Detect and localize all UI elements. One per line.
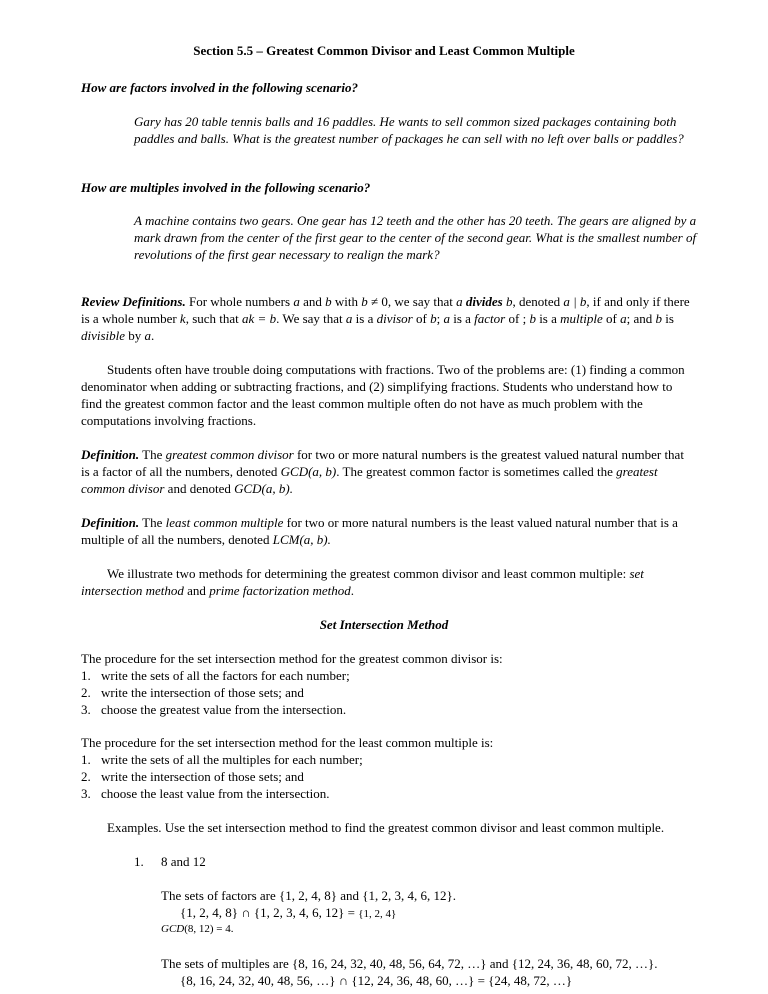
ex1-gcd-result xyxy=(161,921,234,938)
intersection-result: {1, 2, 4} xyxy=(358,908,397,920)
step-text: write the intersection of those sets; and xyxy=(101,685,304,700)
review-definitions xyxy=(81,293,693,344)
gcd-definition xyxy=(81,446,693,497)
review-text: , such that xyxy=(185,311,243,326)
step-text: choose the greatest value from the intersection. xyxy=(101,702,347,717)
review-var: k xyxy=(179,311,186,326)
gcd-def-label: Definition. xyxy=(81,447,140,462)
review-text: , if and only if there is a whole number xyxy=(81,294,690,326)
set-intersection-heading: Set Intersection Method xyxy=(319,617,449,632)
review-text: is a xyxy=(352,311,377,326)
divisor-term: divisor xyxy=(376,311,413,326)
multiple-term: multiple xyxy=(560,311,603,326)
gcd-def-text: for two or more natural numbers is the greatest valued natural number that is a factor of all the numbers, denoted xyxy=(81,447,684,479)
gcd-notation-alt: GCD(a, b). xyxy=(234,481,293,496)
multiples-question-heading: How are multiples involved in the following scenario? xyxy=(81,180,371,195)
multiples-scenario: A machine contains two gears. One gear has 12 teeth and the other has 20 teeth. The gears are aligned by a mark drawn from the center of the first gear to the center of the second gear. What is the smallest number of revolutions of the first gear necessary to realign the mark? xyxy=(134,213,697,262)
factor-term: factor xyxy=(474,311,506,326)
review-var: b xyxy=(655,311,662,326)
lcm-term: least common multiple xyxy=(165,515,284,530)
lcm-def-label: Definition. xyxy=(81,515,140,530)
gcd-def-text: . The greatest common factor is sometimes called the xyxy=(336,464,617,479)
factors-question-heading: How are factors involved in the following scenario? xyxy=(81,80,358,95)
example-1-label: 8 and 12 xyxy=(161,854,206,869)
students-paragraph: Students often have trouble doing computations with fractions. Two of the problems are: (1) finding a common denominator when adding or subtracting fractions, and (2) simplifying fractions. Students who understand how to find the greatest common factor and the least common multiple often do not have as much problem with the computations involving fractions. xyxy=(81,362,685,428)
gcd-term: greatest common divisor xyxy=(165,447,294,462)
step-text: choose the least value from the intersection. xyxy=(101,786,330,801)
review-text: of xyxy=(602,311,621,326)
review-text: is a xyxy=(535,311,561,326)
lcm-notation: LCM(a, b). xyxy=(272,532,331,547)
list-item: 2. write the intersection of those sets; and xyxy=(81,685,304,700)
methods-paragraph xyxy=(81,565,693,599)
gcd-procedure-intro: The procedure for the set intersection method for the greatest common divisor is: xyxy=(81,651,503,666)
factors-scenario: Gary has 20 table tennis balls and 16 paddles. He wants to sell common sized packages containing both paddles and balls. What is the greatest number of packages he can sell with no left over balls or paddles? xyxy=(134,114,684,146)
review-text: ; xyxy=(436,311,444,326)
gcd-notation: GCD(a, b) xyxy=(280,464,337,479)
review-var: b xyxy=(505,294,513,309)
review-text: by xyxy=(125,328,145,343)
review-text: ; and xyxy=(626,311,656,326)
list-item: 1. write the sets of all the factors for each number; xyxy=(81,668,350,683)
review-text: is a xyxy=(449,311,475,326)
examples-intro: Examples. Use the set intersection method to find the greatest common divisor and least common multiple. xyxy=(107,820,665,835)
lcm-def-text: for two or more natural numbers is the least valued natural number that is a multiple of all the numbers, denoted xyxy=(81,515,678,547)
methods-text: . xyxy=(350,583,354,598)
lcm-definition xyxy=(81,514,693,548)
review-text: is xyxy=(661,311,674,326)
review-text: of ; xyxy=(505,311,530,326)
intersection-expression: {1, 2, 4, 8} ∩ {1, 2, 3, 4, 6, 12} = xyxy=(180,905,359,920)
prime-factorization-method-term: prime factorization method xyxy=(209,583,351,598)
review-text: ≠ 0, we say that xyxy=(367,294,457,309)
methods-text: and xyxy=(183,583,210,598)
set-intersection-method-term: set intersection method xyxy=(81,566,644,598)
gcd-procedure-steps xyxy=(81,667,693,718)
section-title: Section 5.5 – Greatest Common Divisor and Least Common Multiple xyxy=(193,43,575,58)
review-text: and xyxy=(299,294,326,309)
step-text: write the intersection of those sets; and xyxy=(101,769,304,784)
ex1-factor-sets: The sets of factors are {1, 2, 4, 8} and {1, 2, 3, 4, 6, 12}. xyxy=(161,888,457,903)
review-equation: ak = b xyxy=(242,311,277,326)
methods-text: We illustrate two methods for determining the greatest common divisor and least common multiple: xyxy=(107,566,630,581)
review-var: a xyxy=(293,294,300,309)
lcm-procedure-intro: The procedure for the set intersection method for the least common multiple is: xyxy=(81,735,494,750)
gcd-def-text: and denoted xyxy=(164,481,235,496)
review-text: , denoted xyxy=(512,294,564,309)
review-text: . We say that xyxy=(276,311,346,326)
review-var: b xyxy=(430,311,437,326)
review-text: of xyxy=(412,311,431,326)
review-var: a xyxy=(443,311,450,326)
gcd-def-text: The xyxy=(139,447,166,462)
list-item: 2. write the intersection of those sets; and xyxy=(81,769,304,784)
list-item: 3. choose the least value from the intersection. xyxy=(81,786,330,801)
step-text: write the sets of all the multiples for each number; xyxy=(101,752,363,767)
review-text: . xyxy=(151,328,155,343)
lcm-procedure xyxy=(81,734,693,802)
review-var: a xyxy=(144,328,152,343)
gcd-term-alt: greatest common divisor xyxy=(81,464,658,496)
example-1-number: 1. xyxy=(134,854,144,869)
review-var: a xyxy=(345,311,353,326)
gcd-function: GCD xyxy=(161,923,185,935)
gcd-value: (8, 12) = 4. xyxy=(184,923,234,935)
divisible-term: divisible xyxy=(81,328,126,343)
review-var: b xyxy=(361,294,368,309)
lcm-def-text: The xyxy=(139,515,166,530)
list-item: 3. choose the greatest value from the intersection. xyxy=(81,702,347,717)
review-var: a xyxy=(620,311,627,326)
review-text: For whole numbers xyxy=(185,294,294,309)
divides-notation: a | b xyxy=(563,294,587,309)
list-item: 1. write the sets of all the multiples for each number; xyxy=(81,752,363,767)
lcm-procedure-steps xyxy=(81,751,693,802)
ex1-multiple-sets: The sets of multiples are {8, 16, 24, 32, 40, 48, 56, 64, 72, …} and {12, 24, 36, 48, 60, 72, …}. xyxy=(161,956,658,971)
review-text: with xyxy=(331,294,362,309)
gcd-procedure xyxy=(81,650,693,718)
review-var: a xyxy=(456,294,463,309)
review-label: Review Definitions. xyxy=(81,294,186,309)
ex1-multiple-intersection: {8, 16, 24, 32, 40, 48, 56, …} ∩ {12, 24, 36, 48, 60, …} = {24, 48, 72, …} xyxy=(180,973,573,988)
step-text: write the sets of all the factors for each number; xyxy=(101,668,350,683)
review-var: b xyxy=(325,294,332,309)
divides-term: divides xyxy=(465,294,503,309)
review-var: b xyxy=(529,311,536,326)
